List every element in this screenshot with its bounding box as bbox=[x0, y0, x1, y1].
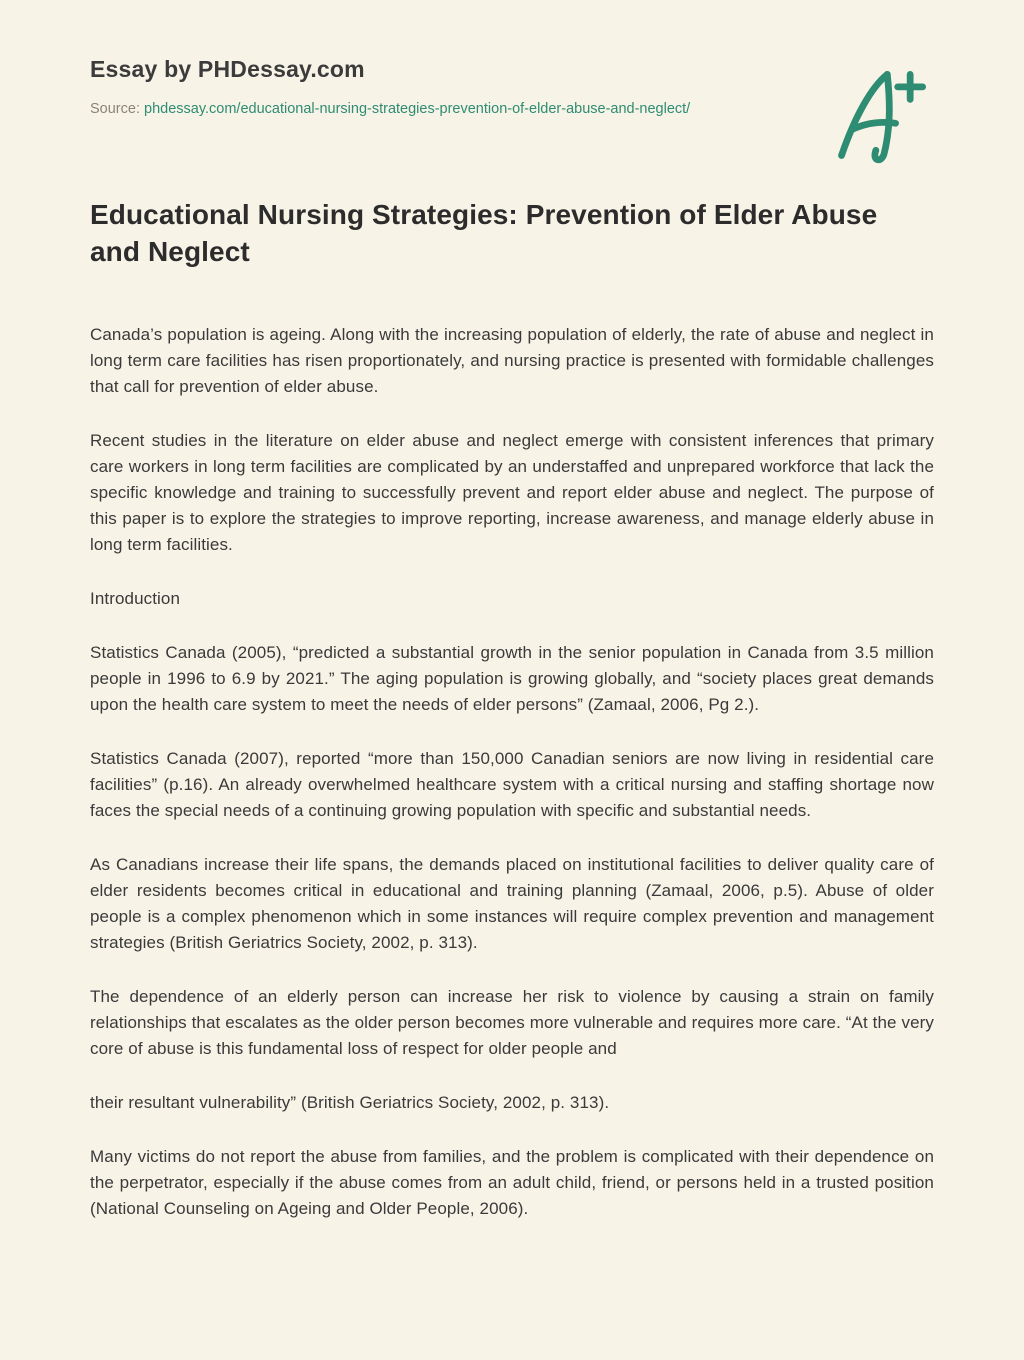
page-header bbox=[90, 56, 934, 120]
essay-paragraph: their resultant vulnerability” (British Geriatrics Society, 2002, p. 313). bbox=[90, 1093, 610, 1112]
source-url-link[interactable]: phdessay.com/educational-nursing-strategies-prevention-of-elder-abuse-and-neglect/ bbox=[144, 101, 691, 117]
essay-paragraph: As Canadians increase their life spans, the demands placed on institutional facilities to deliver quality care of elder residents becomes critical in educational and training planning (Zamaal, 2006, p.5). Abuse of older people is a complex phenomenon which in some instances will require complex prevention and management strategies (British Geriatrics Society, 2002, p. 313). bbox=[90, 855, 934, 952]
site-title: Essay by PHDessay.com bbox=[90, 56, 365, 82]
essay-paragraph: Statistics Canada (2007), reported “more than 150,000 Canadian seniors are now living in residential care facilities” (p.16). An already overwhelmed healthcare system with a critical nursing and staffing shortage now faces the special needs of a continuing growing population with specific and substantial needs. bbox=[90, 749, 934, 820]
essay-paragraph: Recent studies in the literature on elder abuse and neglect emerge with consistent inferences that primary care workers in long term facilities are complicated by an understaffed and unprepared workforce that lack the specific knowledge and training to successfully prevent and report elder abuse and neglect. The purpose of this paper is to explore the strategies to improve reporting, increase awareness, and manage elderly abuse in long term facilities. bbox=[90, 431, 934, 554]
essay-paragraph: Many victims do not report the abuse from families, and the problem is complicated with their dependence on the perpetrator, especially if the abuse comes from an adult child, friend, or persons held in a trusted position (National Counseling on Ageing and Older People, 2006). bbox=[90, 1147, 934, 1218]
essay-paragraph: Canada’s population is ageing. Along with the increasing population of elderly, the rate of abuse and neglect in long term care facilities has risen proportionately, and nursing practice is presented with formidable challenges that call for prevention of elder abuse. bbox=[90, 325, 934, 396]
source-line bbox=[90, 98, 738, 120]
source-label: Source: bbox=[90, 101, 140, 117]
essay-title: Educational Nursing Strategies: Prevention of Elder Abuse and Neglect bbox=[90, 199, 878, 267]
essay-body bbox=[90, 322, 934, 1222]
essay-main bbox=[90, 196, 934, 1222]
essay-paragraph: The dependence of an elderly person can increase her risk to violence by causing a strain on family relationships that escalates as the older person becomes more vulnerable and requires more care. “At the very core of abuse is this fundamental loss of respect for older people and bbox=[90, 987, 934, 1058]
section-heading: Introduction bbox=[90, 589, 181, 608]
essay-paragraph: Statistics Canada (2005), “predicted a substantial growth in the senior population in Canada from 3.5 million people in 1996 to 6.9 by 2021.” The aging population is growing globally, and “society places great demands upon the health care system to meet the needs of elder persons” (Zamaal, 2006, Pg 2.). bbox=[90, 643, 934, 714]
phdessay-a-plus-logo-icon bbox=[828, 64, 932, 168]
